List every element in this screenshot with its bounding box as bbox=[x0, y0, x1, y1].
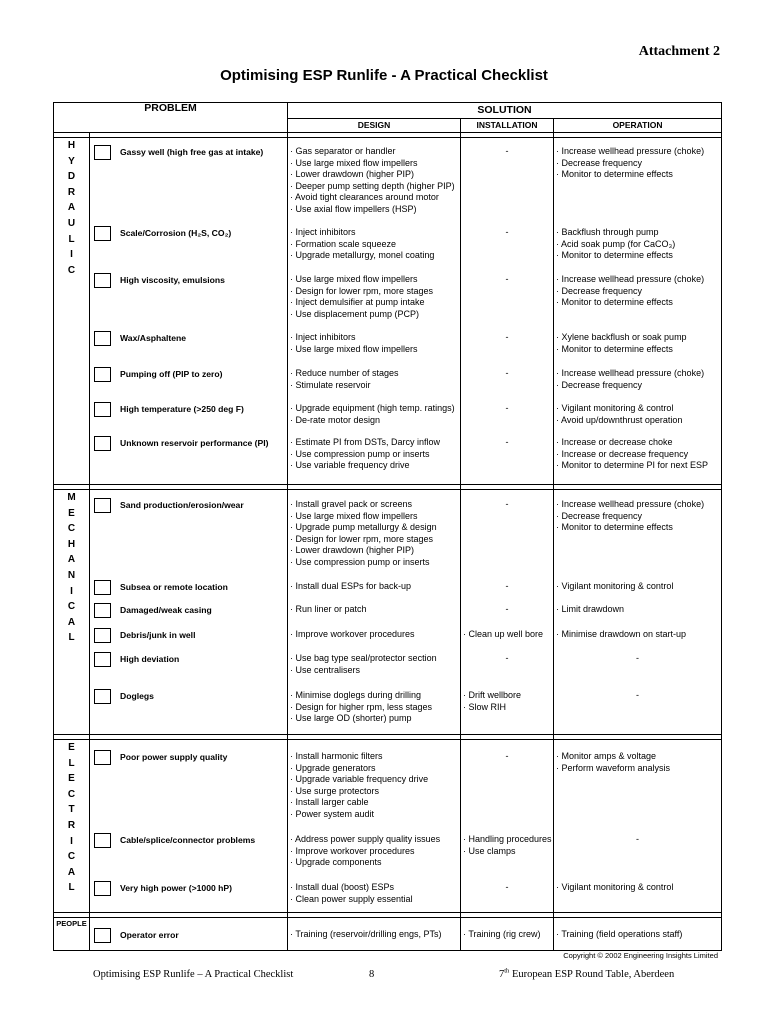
design-line: · Install harmonic filters bbox=[290, 751, 383, 761]
checkbox[interactable] bbox=[94, 436, 111, 451]
checkbox[interactable] bbox=[94, 652, 111, 667]
design-line: · Upgrade equipment (high temp. ratings) bbox=[290, 403, 455, 413]
design-line: · Use bag type seal/protector section bbox=[290, 653, 437, 663]
installation-line: · Drift wellbore bbox=[463, 690, 522, 700]
section-hydraulic bbox=[54, 138, 722, 485]
electrical-operation-cell bbox=[554, 740, 722, 913]
operation-line: · Increase or decrease choke bbox=[556, 437, 673, 447]
section-label-electrical: E L E C T R I C A L bbox=[54, 740, 90, 913]
installation-line: - bbox=[505, 274, 509, 284]
design-line: · Use large mixed flow impellers bbox=[290, 343, 418, 354]
solution-header: SOLUTION bbox=[288, 103, 722, 119]
operation-line: · Monitor amps & voltage bbox=[556, 751, 657, 761]
section-people bbox=[54, 918, 722, 951]
electrical-installation-cell bbox=[461, 740, 554, 913]
installation-line: - bbox=[505, 604, 509, 614]
operation-line: · Monitor to determine effects bbox=[556, 250, 673, 261]
problem-label: Cable/splice/connector problems bbox=[120, 835, 256, 845]
installation-line: - bbox=[505, 751, 509, 761]
installation-line: · Use clamps bbox=[463, 845, 516, 856]
section-label-hydraulic: H Y D R A U L I C bbox=[54, 138, 90, 485]
operation-line: · Decrease frequency bbox=[556, 157, 643, 168]
footer-event-text: European ESP Round Table, Aberdeen bbox=[509, 969, 675, 980]
people-problem-cell bbox=[90, 918, 288, 951]
problem-label: Wax/Asphaltene bbox=[120, 333, 187, 343]
installation-line: · Training (rig crew) bbox=[463, 929, 541, 939]
operation-line: · Increase wellhead pressure (choke) bbox=[556, 368, 705, 378]
design-line: · Inject inhibitors bbox=[290, 227, 356, 237]
operation-line: · Xylene backflush or soak pump bbox=[556, 332, 687, 342]
footer-title: Optimising ESP Runlife – A Practical Checklist bbox=[93, 969, 294, 980]
problem-label: Damaged/weak casing bbox=[120, 605, 212, 615]
section-electrical bbox=[54, 740, 722, 913]
installation-line: · Slow RIH bbox=[463, 701, 507, 712]
design-line: · Use large mixed flow impellers bbox=[290, 157, 418, 168]
design-line: · Improve workover procedures bbox=[290, 629, 415, 639]
design-line: · Lower drawdown (higher PIP) bbox=[290, 545, 415, 556]
design-line: · Use axial flow impellers (HSP) bbox=[290, 203, 417, 214]
problem-label: Sand production/erosion/wear bbox=[120, 500, 244, 510]
operation-line: · Increase wellhead pressure (choke) bbox=[556, 274, 705, 284]
design-header: DESIGN bbox=[288, 118, 461, 132]
installation-line: · Clean up well bore bbox=[463, 629, 544, 639]
installation-line: - bbox=[505, 227, 509, 237]
design-line: · Deeper pump setting depth (higher PIP) bbox=[290, 180, 455, 191]
checkbox[interactable] bbox=[94, 273, 111, 288]
operation-line: · Vigilant monitoring & control bbox=[556, 581, 674, 591]
operation-line: · Monitor to determine PI for next ESP bbox=[556, 460, 709, 471]
design-line: · Design for lower rpm, more stages bbox=[290, 285, 434, 296]
installation-line: - bbox=[505, 332, 509, 342]
operation-line: · Monitor to determine effects bbox=[556, 343, 673, 354]
problem-label: Subsea or remote location bbox=[120, 582, 228, 592]
checkbox[interactable] bbox=[94, 928, 111, 943]
checkbox[interactable] bbox=[94, 498, 111, 513]
problem-header: PROBLEM bbox=[54, 103, 288, 133]
design-line: · Install larger cable bbox=[290, 797, 369, 808]
design-line: · Use centralisers bbox=[290, 664, 361, 675]
installation-line: - bbox=[505, 146, 509, 156]
copyright-note: Copyright © 2002 Engineering Insights Limited bbox=[563, 951, 718, 960]
people-installation-cell bbox=[461, 918, 554, 951]
mechanical-design-cell bbox=[288, 490, 461, 735]
section-label-mechanical: M E C H A N I C A L bbox=[54, 490, 90, 735]
problem-label: Unknown reservoir performance (PI) bbox=[120, 438, 269, 448]
problem-label: Pumping off (PIP to zero) bbox=[120, 369, 223, 379]
design-line: · De-rate motor design bbox=[290, 414, 381, 425]
design-line: · Inject inhibitors bbox=[290, 332, 356, 342]
design-line: · Gas separator or handler bbox=[290, 146, 396, 156]
installation-header: INSTALLATION bbox=[461, 118, 554, 132]
checkbox[interactable] bbox=[94, 881, 111, 896]
design-line: · Use compression pump or inserts bbox=[290, 448, 430, 459]
attachment-label: Attachment 2 bbox=[638, 44, 720, 59]
problem-label: Debris/junk in well bbox=[120, 630, 196, 640]
electrical-problem-cell bbox=[90, 740, 288, 913]
operation-header: OPERATION bbox=[554, 118, 722, 132]
installation-line: - bbox=[505, 581, 509, 591]
checkbox[interactable] bbox=[94, 367, 111, 382]
operation-line: · Increase wellhead pressure (choke) bbox=[556, 499, 705, 509]
design-line: · Install dual (boost) ESPs bbox=[290, 882, 395, 892]
checkbox[interactable] bbox=[94, 628, 111, 643]
problem-label: Doglegs bbox=[120, 691, 154, 701]
installation-line: · Handling procedures bbox=[463, 834, 552, 844]
problem-label: High temperature (>250 deg F) bbox=[120, 404, 244, 414]
operation-line: · Monitor to determine effects bbox=[556, 522, 673, 533]
electrical-design-cell bbox=[288, 740, 461, 913]
mechanical-problem-cell bbox=[90, 490, 288, 735]
operation-line: · Vigilant monitoring & control bbox=[556, 403, 674, 413]
section-label-people: PEOPLE bbox=[54, 918, 90, 951]
problem-label: Poor power supply quality bbox=[120, 752, 228, 762]
design-line: · Install dual ESPs for back-up bbox=[290, 581, 412, 591]
operation-line: · Minimise drawdown on start-up bbox=[556, 629, 687, 639]
installation-line: - bbox=[505, 653, 509, 663]
problem-label: Scale/Corrosion (H₂S, CO₂) bbox=[120, 228, 232, 238]
checkbox[interactable] bbox=[94, 226, 111, 241]
problem-label: Gassy well (high free gas at intake) bbox=[120, 147, 264, 157]
problem-label: Operator error bbox=[120, 930, 179, 940]
design-line: · Install gravel pack or screens bbox=[290, 499, 413, 509]
mechanical-operation-cell bbox=[554, 490, 722, 735]
operation-line: - bbox=[636, 690, 640, 700]
design-line: · Improve workover procedures bbox=[290, 845, 415, 856]
operation-line: · Decrease frequency bbox=[556, 285, 643, 296]
problem-label: High deviation bbox=[120, 654, 180, 664]
people-design-cell bbox=[288, 918, 461, 951]
design-line: · Use variable frequency drive bbox=[290, 460, 410, 471]
problem-label: High viscosity, emulsions bbox=[120, 275, 225, 285]
design-line: · Upgrade pump metallurgy & design bbox=[290, 522, 437, 533]
footer-page-number: 8 bbox=[369, 969, 375, 980]
operation-line: · Training (field operations staff) bbox=[556, 929, 683, 939]
checkbox[interactable] bbox=[94, 145, 111, 160]
design-line: · Use compression pump or inserts bbox=[290, 556, 430, 567]
design-line: · Clean power supply essential bbox=[290, 893, 413, 904]
design-line: · Formation scale squeeze bbox=[290, 238, 397, 249]
checkbox[interactable] bbox=[94, 750, 111, 765]
operation-line: · Decrease frequency bbox=[556, 379, 643, 390]
design-line: · Stimulate reservoir bbox=[290, 379, 371, 390]
design-line: · Use surge protectors bbox=[290, 785, 380, 796]
hydraulic-operation-cell bbox=[554, 138, 722, 485]
design-line: · Use large mixed flow impellers bbox=[290, 274, 418, 284]
design-line: · Upgrade variable frequency drive bbox=[290, 774, 429, 785]
design-line: · Minimise doglegs during drilling bbox=[290, 690, 422, 700]
design-line: · Training (reservoir/drilling engs, PTs) bbox=[290, 929, 442, 939]
operation-line: · Perform waveform analysis bbox=[556, 762, 671, 773]
operation-line: · Decrease frequency bbox=[556, 510, 643, 521]
checkbox[interactable] bbox=[94, 331, 111, 346]
checkbox[interactable] bbox=[94, 603, 111, 618]
installation-line: - bbox=[505, 403, 509, 413]
people-operation-cell bbox=[554, 918, 722, 951]
design-line: · Design for lower rpm, more stages bbox=[290, 533, 434, 544]
operation-line: · Monitor to determine effects bbox=[556, 297, 673, 308]
operation-line: · Increase or decrease frequency bbox=[556, 448, 689, 459]
mechanical-installation-cell bbox=[461, 490, 554, 735]
checklist-table bbox=[53, 102, 722, 951]
operation-line: · Avoid up/downthrust operation bbox=[556, 414, 683, 425]
page-title: Optimising ESP Runlife - A Practical Checklist bbox=[220, 67, 548, 84]
installation-line: - bbox=[505, 437, 509, 447]
operation-line: - bbox=[636, 653, 640, 663]
design-line: · Design for higher rpm, less stages bbox=[290, 701, 433, 712]
installation-line: - bbox=[505, 368, 509, 378]
operation-line: · Limit drawdown bbox=[556, 604, 625, 614]
hydraulic-installation-cell bbox=[461, 138, 554, 485]
installation-line: - bbox=[505, 499, 509, 509]
design-line: · Lower drawdown (higher PIP) bbox=[290, 169, 415, 180]
operation-line: - bbox=[636, 834, 640, 844]
footer-event bbox=[499, 969, 674, 980]
checkbox[interactable] bbox=[94, 580, 111, 595]
design-line: · Upgrade components bbox=[290, 857, 382, 868]
operation-line: · Increase wellhead pressure (choke) bbox=[556, 146, 705, 156]
hydraulic-problem-cell bbox=[90, 138, 288, 485]
checkbox[interactable] bbox=[94, 402, 111, 417]
hydraulic-design-cell bbox=[288, 138, 461, 485]
problem-label: Very high power (>1000 hP) bbox=[120, 883, 232, 893]
checkbox[interactable] bbox=[94, 689, 111, 704]
design-line: · Upgrade metallurgy, monel coating bbox=[290, 250, 435, 261]
checkbox[interactable] bbox=[94, 833, 111, 848]
design-line: · Run liner or patch bbox=[290, 604, 367, 614]
footer-event-number: 7 bbox=[499, 969, 505, 980]
design-line: · Use large mixed flow impellers bbox=[290, 510, 418, 521]
design-line: · Reduce number of stages bbox=[290, 368, 399, 378]
operation-line: · Acid soak pump (for CaCO₃) bbox=[556, 238, 676, 249]
design-line: · Use displacement pump (PCP) bbox=[290, 308, 420, 319]
footer-event-ordinal: th bbox=[504, 967, 510, 975]
operation-line: · Monitor to determine effects bbox=[556, 169, 673, 180]
design-line: · Address power supply quality issues bbox=[290, 834, 441, 844]
design-line: · Avoid tight clearances around motor bbox=[290, 192, 439, 203]
design-line: · Power system audit bbox=[290, 808, 375, 819]
design-line: · Use large OD (shorter) pump bbox=[290, 713, 412, 724]
operation-line: · Backflush through pump bbox=[556, 227, 659, 237]
section-mechanical bbox=[54, 490, 722, 735]
operation-line: · Vigilant monitoring & control bbox=[556, 882, 674, 892]
design-line: · Estimate PI from DSTs, Darcy inflow bbox=[290, 437, 441, 447]
installation-line: - bbox=[505, 882, 509, 892]
design-line: · Inject demulsifier at pump intake bbox=[290, 297, 425, 308]
design-line: · Upgrade generators bbox=[290, 762, 376, 773]
